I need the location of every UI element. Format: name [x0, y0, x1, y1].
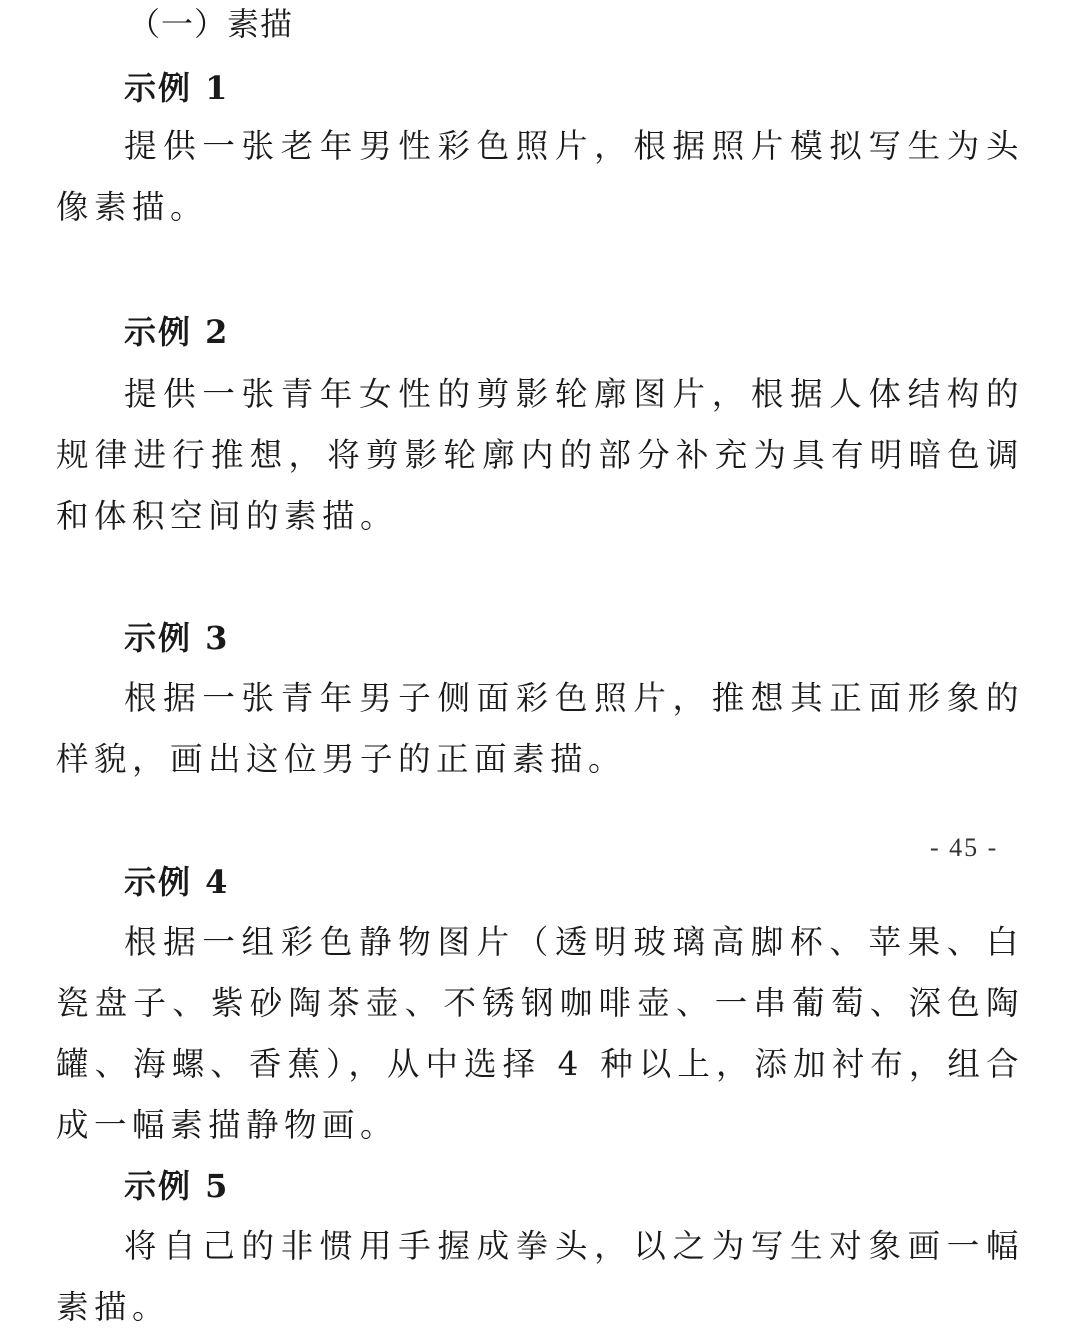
example-title: 示例 1: [124, 69, 230, 107]
example-title: 示例 5: [124, 1167, 230, 1205]
example-title: 示例 2: [124, 313, 230, 351]
example-text: 提供一张老年男性彩色照片，根据照片模拟写生为头像素描。: [56, 127, 1024, 226]
example-text: 根据一张青年男子侧面彩色照片，推想其正面形象的样貌，画出这位男子的正面素描。: [56, 679, 1024, 778]
example-title: 示例 3: [124, 619, 230, 657]
example-text: 根据一组彩色静物图片（透明玻璃高脚杯、苹果、白瓷盘子、紫砂陶茶壶、不锈钢咖啡壶、一串葡萄、深色陶罐、海螺、香蕉），从中选择 4 种以上，添加衬布，组合成一幅素描静物画。: [56, 923, 1024, 1144]
page-number: - 45 -: [930, 833, 999, 862]
example-text: 提供一张青年女性的剪影轮廓图片，根据人体结构的规律进行推想，将剪影轮廓内的部分补充为具有明暗色调和体积空间的素描。: [56, 375, 1024, 535]
section-heading: （一）素描: [128, 5, 294, 43]
example-text: 将自己的非惯用手握成拳头，以之为写生对象画一幅素描。: [56, 1227, 1024, 1326]
example-title: 示例 4: [124, 863, 230, 901]
